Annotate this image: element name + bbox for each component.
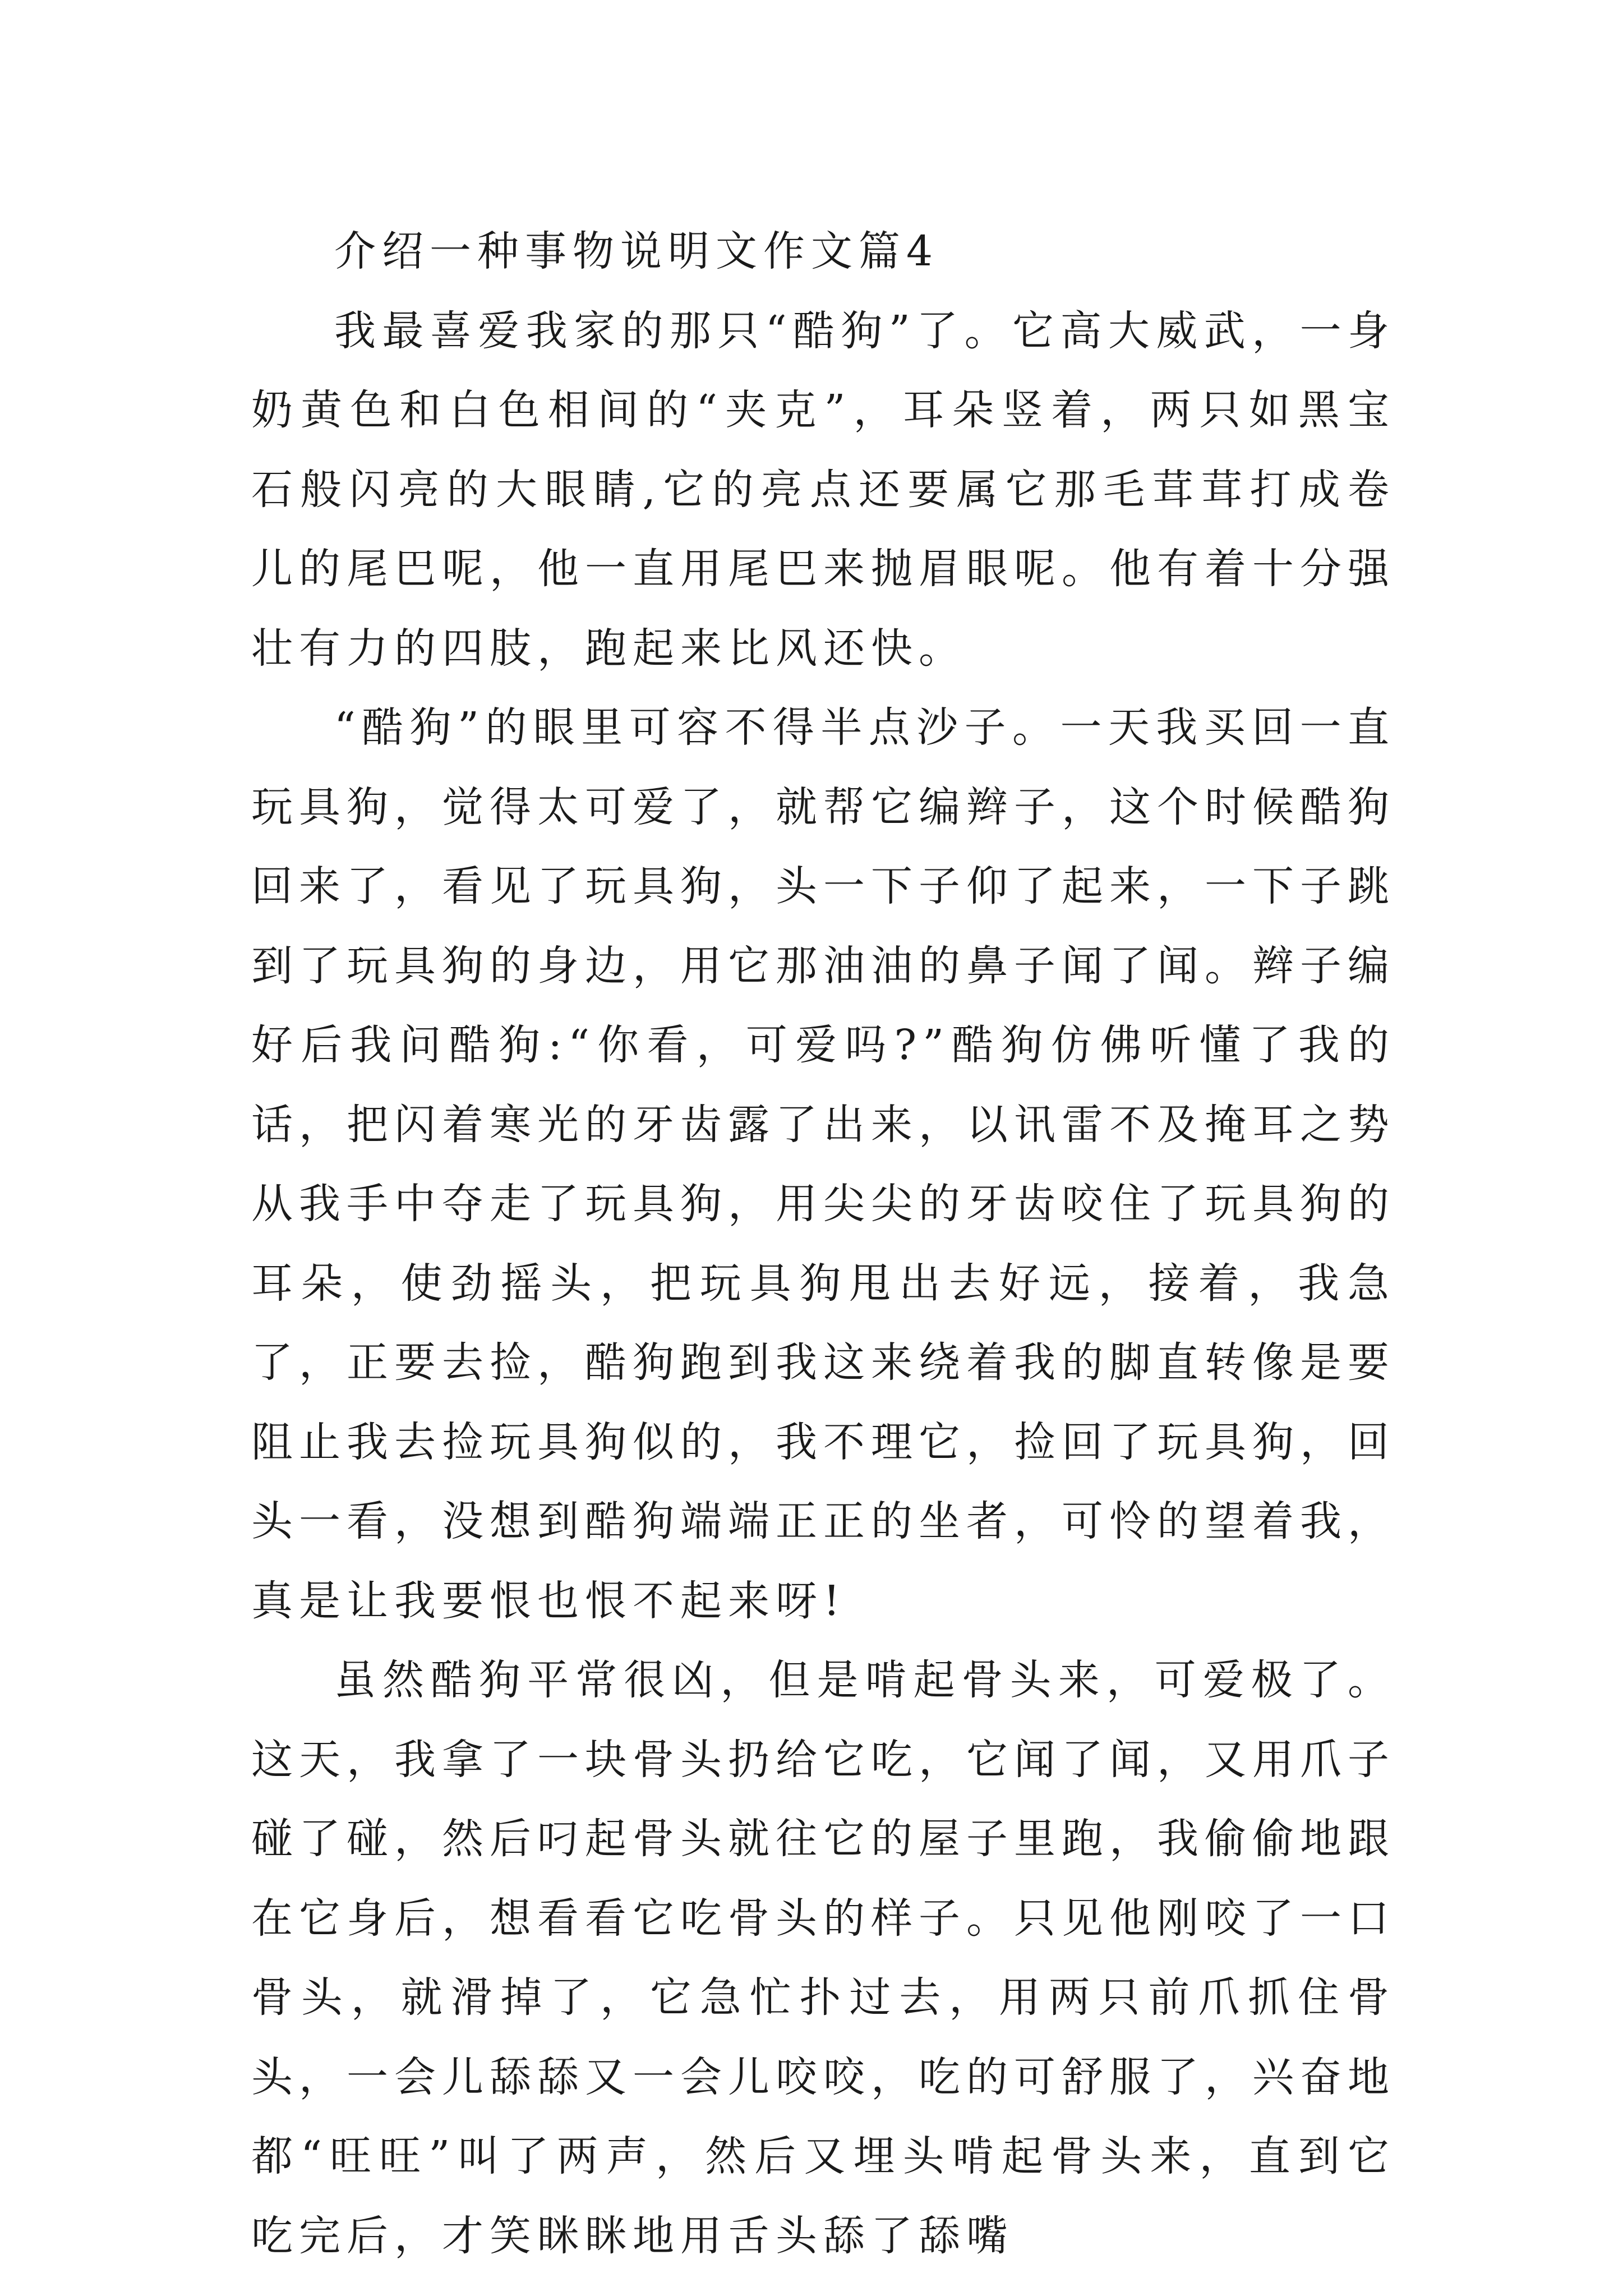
paragraph-1: 我最喜爱我家的那只“酷狗”了。它高大威武，一身奶黄色和白色相间的“夹克”，耳朵竖着，两只如黑宝石般闪亮的大眼睛,它的亮点还要属它那毛茸茸打成卷儿的尾巴呢，他一直用尾巴来抛眉眼呢。他有着十分强壮有力的四肢，跑起来比风还快。 xyxy=(251,306,1395,673)
paragraph-2: “酷狗”的眼里可容不得半点沙子。一天我买回一直玩具狗，觉得太可爱了，就帮它编辫子，这个时候酷狗回来了，看见了玩具狗，头一下子仰了起来，一下子跳到了玩具狗的身边，用它那油油的鼻子闻了闻。辫子编好后我问酷狗:“你看，可爱吗?”酷狗仿佛听懂了我的话，把闪着寒光的牙齿露了出来，以讯雷不及掩耳之势从我手中夺走了玩具狗，用尖尖的牙齿咬住了玩具狗的耳朵，使劲摇头，把玩具狗甩出去好远，接着，我急了，正要去捡，酷狗跑到我这来绕着我的脚直转像是要阻止我去捡玩具狗似的，我不理它，捡回了玩具狗，回头一看，没想到酷狗端端正正的坐者，可怜的望着我，真是让我要恨也恨不起来呀! xyxy=(251,703,1395,1625)
document-title: 介绍一种事物说明文作文篇4 xyxy=(334,227,939,275)
document-body xyxy=(251,212,1395,2276)
paragraph-3: 虽然酷狗平常很凶，但是啃起骨头来，可爱极了。这天，我拿了一块骨头扔给它吃，它闻了闻，又用爪子碰了碰，然后叼起骨头就往它的屋子里跑，我偷偷地跟在它身后，想看看它吃骨头的样子。只见他刚咬了一口骨头，就滑掉了，它急忙扑过去，用两只前爪抓住骨头，一会儿舔舔又一会儿咬咬，吃的可舒服了，兴奋地都“旺旺”叫了两声，然后又埋头啃起骨头来，直到它吃完后，才笑眯眯地用舌头舔了舔嘴 xyxy=(251,1656,1395,2260)
